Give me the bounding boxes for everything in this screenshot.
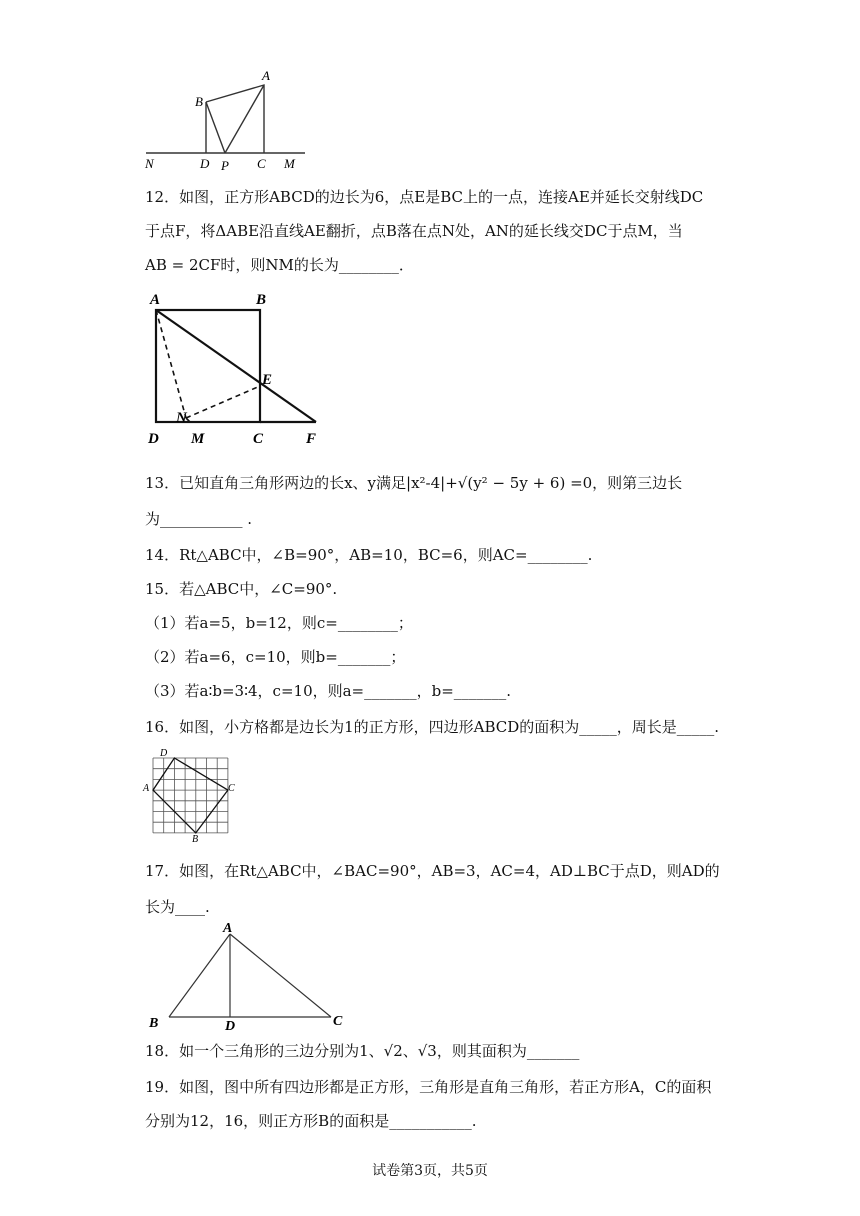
label-C: C xyxy=(253,431,264,447)
q15-stem: 15．若△ABC中，∠C=90°. xyxy=(145,580,338,598)
label-N: N xyxy=(145,156,154,171)
label-D: D xyxy=(200,156,210,171)
label-M: M xyxy=(284,156,295,171)
label-A: A xyxy=(223,921,233,936)
label-D: D xyxy=(148,431,159,447)
q13-line2: 为___________ . xyxy=(145,510,253,528)
q15-part1: （1）若a=5，b=12，则c=________； xyxy=(145,614,413,632)
q14-line: 14．Rt△ABC中，∠B=90°，AB=10，BC=6，则AC=________. xyxy=(145,546,593,564)
q15-part2: （2）若a=6，c=10，则b=_______； xyxy=(145,648,406,666)
label-D: D xyxy=(225,1019,236,1032)
label-M: M xyxy=(191,431,205,447)
q16-line: 16．如图，小方格都是边长为1的正方形，四边形ABCD的面积为_____，周长是_____. xyxy=(145,718,720,736)
label-C: C xyxy=(333,1014,343,1029)
label-C: C xyxy=(228,783,235,794)
page-footer: 试卷第3页，共5页 xyxy=(372,1163,488,1179)
label-D: D xyxy=(160,748,168,759)
figure-q11 xyxy=(140,68,310,173)
q12-line3: AB = 2CF时，则NM的长为________． xyxy=(145,256,414,274)
label-B: B xyxy=(149,1016,159,1031)
q19-line2: 分别为12，16，则正方形B的面积是___________. xyxy=(145,1112,477,1130)
figure-q17 xyxy=(145,920,355,1032)
q17-line2: 长为____. xyxy=(145,898,210,916)
label-P: P xyxy=(221,158,229,173)
quadrilateral-abcd xyxy=(153,758,228,833)
label-B: B xyxy=(195,94,203,109)
q19-line1: 19．如图，图中所有四边形都是正方形，三角形是直角三角形，若正方形A，C的面积 xyxy=(145,1078,712,1096)
q18-line: 18．如一个三角形的三边分别为1、√2、√3，则其面积为_______ xyxy=(145,1042,580,1060)
q13-line1: 13．已知直角三角形两边的长x、y满足|x²-4|+√(y² − 5y + 6) =0，则第三边长 xyxy=(145,474,683,492)
q17-line1: 17．如图，在Rt△ABC中，∠BAC=90°，AB=3，AC=4，AD⊥BC于点D，则AD的 xyxy=(145,862,720,880)
label-E: E xyxy=(262,372,273,388)
label-A: A xyxy=(262,68,270,83)
q15-part3: （3）若a∶b=3∶4，c=10，则a=_______，b=_______. xyxy=(145,682,512,700)
label-A: A xyxy=(143,783,150,794)
grid-lines xyxy=(153,758,228,833)
label-B: B xyxy=(256,292,267,308)
label-N: N xyxy=(176,410,187,426)
q12-line1: 12．如图，正方形ABCD的边长为6，点E是BC上的一点，连接AE并延长交射线DC xyxy=(145,188,704,206)
q12-line2: 于点F，将ΔABE沿直线AE翻折，点B落在点N处，AN的延长线交DC于点M，当 xyxy=(145,222,683,240)
label-C: C xyxy=(257,156,266,171)
figure-q16 xyxy=(142,748,242,844)
label-B: B xyxy=(192,834,199,844)
label-A: A xyxy=(150,292,161,308)
figure-q12 xyxy=(140,288,330,448)
label-F: F xyxy=(306,431,317,447)
